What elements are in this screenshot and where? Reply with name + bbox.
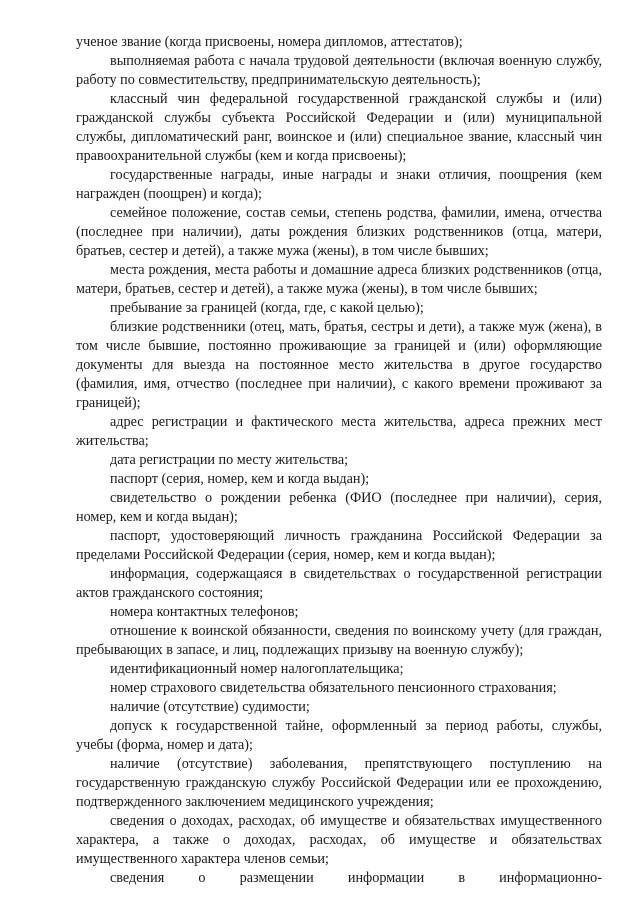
- paragraph-work-history: выполняемая работа с начала трудовой деятельности (включая военную службу, работу по совместительству, предпринимательскую деятельность);: [76, 53, 602, 88]
- paragraph-family-status: семейное положение, состав семьи, степень родства, фамилии, имена, отчества (последнее при наличии), даты рождения близких родственников (отца, матери, братьев, сестер и детей), а также мужа (жены), в том числе бывших;: [76, 205, 602, 259]
- paragraph-military-duty: отношение к воинской обязанности, сведения по воинскому учету (для граждан, пребывающих в запасе, и лиц, подлежащих призыву на военную службу);: [76, 623, 602, 658]
- paragraph-class-rank: классный чин федеральной государственной гражданской службы и (или) гражданской службы субъекта Российской Федерации и (или) муниципальной службы, дипломатический ранг, воинское и (или) специальное звание, классный чин правоохранительной службы (кем и когда присвоены);: [76, 91, 602, 164]
- document-page: [76, 33, 602, 888]
- paragraph-awards: государственные награды, иные награды и знаки отличия, поощрения (кем награжден (поощрен) и когда);: [76, 167, 602, 202]
- paragraph-foreign-passport: паспорт, удостоверяющий личность гражданина Российской Федерации за пределами Российской Федерации (серия, номер, кем и когда выдан);: [76, 528, 602, 563]
- paragraph-relatives-abroad: близкие родственники (отец, мать, братья, сестры и дети), а также муж (жена), в том числе бывшие, постоянно проживающие за границей и (или) оформляющие документы для выезда на постоянное место жительства в другое государство (фамилия, имя, отчество (последнее при наличии), с какого времени проживают за границей);: [76, 319, 602, 411]
- paragraph-taxpayer-id: идентификационный номер налогоплательщика;: [110, 661, 404, 677]
- paragraph-state-secret-access: допуск к государственной тайне, оформленный за период работы, службы, учебы (форма, номер и дата);: [76, 718, 602, 753]
- paragraph-income-property: сведения о доходах, расходах, об имуществе и обязательствах имущественного характера, а также о доходах, расходах, об имуществе и обязательствах имущественного характера членов семьи;: [76, 813, 602, 867]
- paragraph-pension-insurance: номер страхового свидетельства обязательного пенсионного страхования;: [110, 680, 557, 696]
- paragraph-registration-date: дата регистрации по месту жительства;: [110, 452, 349, 468]
- paragraph-residence-address: адрес регистрации и фактического места жительства, адреса прежних мест жительства;: [76, 414, 602, 449]
- paragraph-civil-registration: информация, содержащаяся в свидетельствах о государственной регистрации актов гражданского состояния;: [76, 566, 602, 601]
- paragraph-academic-title: ученое звание (когда присвоены, номера дипломов, аттестатов);: [76, 34, 463, 50]
- paragraph-criminal-record: наличие (отсутствие) судимости;: [110, 699, 310, 715]
- paragraph-information-placement: сведения о размещении информации в информационно-: [110, 870, 602, 886]
- paragraph-relatives-addresses: места рождения, места работы и домашние адреса близких родственников (отца, матери, братьев, сестер и детей), а также мужа (жены), в том числе бывших;: [76, 262, 602, 297]
- paragraph-medical-condition: наличие (отсутствие) заболевания, препятствующего поступлению на государственную гражданскую службу Российской Федерации или ее прохождению, подтвержденного заключением медицинского учреждения;: [76, 756, 602, 810]
- paragraph-abroad-stays: пребывание за границей (когда, где, с какой целью);: [110, 300, 424, 316]
- paragraph-passport: паспорт (серия, номер, кем и когда выдан);: [110, 471, 370, 487]
- paragraph-birth-certificate: свидетельство о рождении ребенка (ФИО (последнее при наличии), серия, номер, кем и когда выдан);: [76, 490, 602, 525]
- paragraph-phone-numbers: номера контактных телефонов;: [110, 604, 299, 620]
